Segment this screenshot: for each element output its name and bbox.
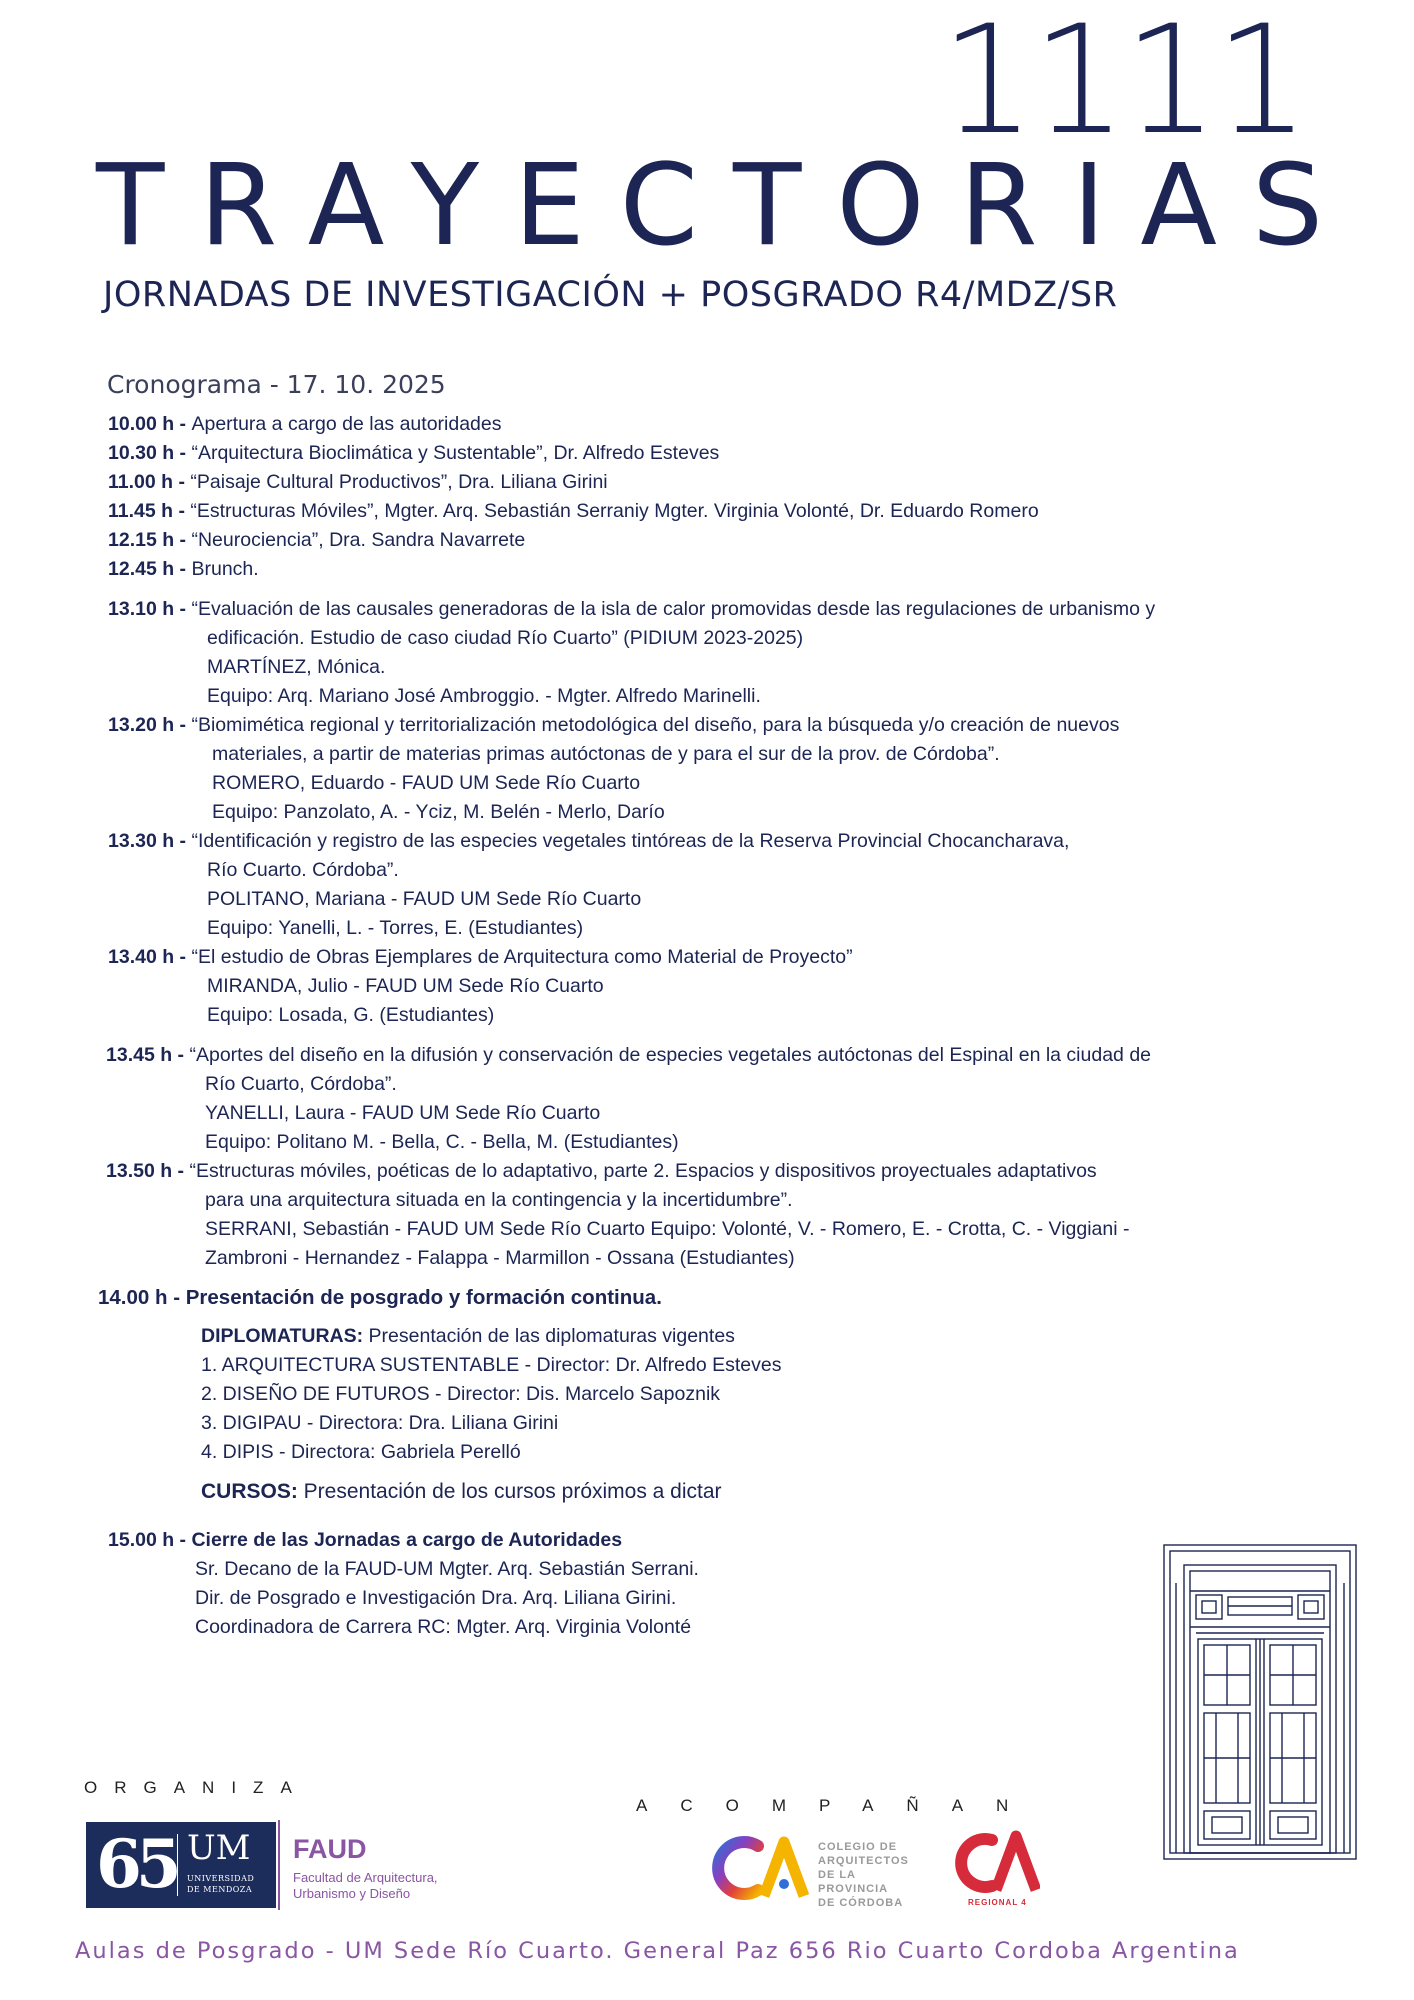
talk-1500 [108, 1529, 622, 1552]
talk-title: “Evaluación de las causales generadoras de la isla de calor promovidas desde las regulaciones de urbanismo y [191, 598, 1156, 620]
um-logo [86, 1822, 276, 1908]
hero-title: TRAYECTORIAS [96, 141, 1359, 271]
talk-1310-team: Equipo: Arq. Mariano José Ambroggio. - Mgter. Alfredo Marinelli. [207, 685, 761, 707]
talk-1310-line1 [108, 598, 1155, 621]
hero-subtitle: JORNADAS DE INVESTIGACIÓN + POSGRADO R4/MDZ/SR [103, 275, 1118, 315]
talk-1340-author: MIRANDA, Julio - FAUD UM Sede Río Cuarto [207, 975, 604, 997]
cursos-line [201, 1480, 722, 1504]
talk-1320-team: Equipo: Panzolato, A. - Yciz, M. Belén - Merlo, Darío [212, 801, 665, 823]
cursos-label: CURSOS: [201, 1480, 298, 1503]
talk-1350-team: Zambroni - Hernandez - Falappa - Marmillon - Ossana (Estudiantes) [205, 1247, 795, 1269]
regional-ca-mark-icon [950, 1830, 1040, 1894]
um-logo-line1: UNIVERSIDAD [187, 1874, 255, 1883]
schedule-item [108, 442, 719, 465]
talk-1350-author: SERRANI, Sebastián - FAUD UM Sede Río Cuarto Equipo: Volonté, V. - Romero, E. - Crotta, C. - Viggiani - [205, 1218, 1130, 1240]
talk-time: 13.50 h - [106, 1160, 190, 1182]
schedule-heading: Cronograma - 17. 10. 2025 [107, 370, 446, 399]
talk-1330-line1 [108, 830, 1069, 853]
schedule-time: 10.30 h - [108, 442, 192, 464]
talk-time: 15.00 h - [108, 1529, 192, 1551]
diplomatura-item: 3. DIGIPAU - Directora: Dra. Liliana Girini [201, 1412, 559, 1434]
organiza-label: ORGANIZA [84, 1778, 309, 1797]
door-illustration [1162, 1543, 1358, 1861]
talk-1345-author: YANELLI, Laura - FAUD UM Sede Río Cuarto [205, 1102, 601, 1124]
diplomaturas-text: Presentación de las diplomaturas vigentes [363, 1325, 735, 1347]
talk-1345-line1 [106, 1044, 1151, 1067]
diplomatura-item: 1. ARQUITECTURA SUSTENTABLE - Director: Dr. Alfredo Esteves [201, 1354, 782, 1376]
talk-1330-author: POLITANO, Mariana - FAUD UM Sede Río Cuarto [207, 888, 642, 910]
schedule-item [108, 471, 608, 494]
faud-logo-line1: Facultad de Arquitectura, [293, 1870, 438, 1885]
regional-4-logo [950, 1830, 1040, 1914]
schedule-text: Brunch. [191, 558, 259, 580]
acompanan-label: ACOMPAÑAN [636, 1796, 1042, 1815]
talk-title: “Estructuras móviles, poéticas de lo adaptativo, parte 2. Espacios y dispositivos proyectuales adaptativos [189, 1160, 1097, 1182]
regional-logo-label: REGIONAL 4 [968, 1898, 1027, 1907]
schedule-item [108, 500, 1039, 523]
schedule-time: 11.00 h - [108, 471, 191, 493]
closing-authority: Sr. Decano de la FAUD-UM Mgter. Arq. Sebastián Serrani. [195, 1558, 699, 1580]
talk-time: 13.20 h - [108, 714, 192, 736]
talk-title: Cierre de las Jornadas a cargo de Autoridades [191, 1529, 623, 1551]
talk-title: “Identificación y registro de las especies vegetales tintóreas de la Reserva Provincial Chocancharava, [191, 830, 1070, 852]
talk-1320-line2: materiales, a partir de materias primas autóctonas de y para el sur de la prov. de Córdoba”. [212, 743, 1000, 765]
talk-1340-team: Equipo: Losada, G. (Estudiantes) [207, 1004, 495, 1026]
schedule-time: 10.00 h - [108, 413, 192, 435]
colegio-logo-line3: DE LA PROVINCIA [818, 1869, 889, 1895]
talk-1350-line1 [106, 1160, 1097, 1183]
talk-1320-line1 [108, 714, 1119, 737]
talk-1340-line1 [108, 946, 853, 969]
talk-time: 13.45 h - [106, 1044, 190, 1066]
talk-time: 13.40 h - [108, 946, 192, 968]
faud-logo-line2: Urbanismo y Diseño [293, 1886, 411, 1901]
talk-1330-line2: Río Cuarto. Córdoba”. [207, 859, 399, 881]
schedule-time: 12.15 h - [108, 529, 192, 551]
talk-title: Presentación de posgrado y formación continua. [185, 1286, 662, 1309]
schedule-text: “Estructuras Móviles”, Mgter. Arq. Sebastián Serraniy Mgter. Virginia Volonté, Dr. Eduardo Romero [190, 500, 1039, 522]
talk-1310-author: MARTÍNEZ, Mónica. [207, 656, 386, 678]
schedule-text: “Paisaje Cultural Productivos”, Dra. Liliana Girini [190, 471, 608, 493]
talk-1345-line2: Río Cuarto, Córdoba”. [205, 1073, 397, 1095]
colegio-logo-line2: ARQUITECTOS [818, 1855, 909, 1867]
talk-1330-team: Equipo: Yanelli, L. - Torres, E. (Estudiantes) [207, 917, 584, 939]
schedule-text: “Neurociencia”, Dra. Sandra Navarrete [191, 529, 526, 551]
um-logo-line2: DE MENDOZA [187, 1885, 253, 1894]
talk-time: 13.30 h - [108, 830, 192, 852]
diplomaturas-heading [201, 1325, 735, 1348]
schedule-time: 12.45 h - [108, 558, 192, 580]
talk-1400 [98, 1286, 662, 1310]
colegio-logo-line1: COLEGIO DE [818, 1841, 898, 1853]
hero-number: 1111 [940, 0, 1306, 168]
talk-title: “El estudio de Obras Ejemplares de Arquitectura como Material de Proyecto” [191, 946, 853, 968]
talk-1320-author: ROMERO, Eduardo - FAUD UM Sede Río Cuarto [212, 772, 641, 794]
schedule-item [108, 413, 502, 436]
cursos-text: Presentación de los cursos próximos a dictar [297, 1480, 722, 1503]
um-logo-number: 65 [96, 1825, 176, 1903]
closing-authority: Coordinadora de Carrera RC: Mgter. Arq. Virginia Volonté [195, 1616, 692, 1638]
talk-1310-line2: edificación. Estudio de caso ciudad Río Cuarto” (PIDIUM 2023-2025) [207, 627, 804, 649]
schedule-time: 11.45 h - [108, 500, 191, 522]
um-logo-initials: UM [187, 1828, 251, 1868]
talk-time: 14.00 h - [98, 1286, 186, 1309]
talk-time: 13.10 h - [108, 598, 192, 620]
diplomatura-item: 4. DIPIS - Directora: Gabriela Perelló [201, 1441, 521, 1463]
diplomaturas-label: DIPLOMATURAS: [201, 1325, 364, 1347]
faud-logo-title: FAUD [293, 1834, 367, 1864]
talk-title: “Aportes del diseño en la difusión y conservación de especies vegetales autóctonas del Espinal en la ciudad de [189, 1044, 1152, 1066]
diplomatura-item: 2. DISEÑO DE FUTUROS - Director: Dis. Marcelo Sapoznik [201, 1383, 721, 1405]
talk-1350-line2: para una arquitectura situada en la contingencia y la incertidumbre”. [205, 1189, 793, 1211]
faud-logo [278, 1820, 478, 1910]
schedule-text: “Arquitectura Bioclimática y Sustentable”, Dr. Alfredo Esteves [191, 442, 720, 464]
talk-title: “Biomimética regional y territorialización metodológica del diseño, para la búsqueda y/o creación de nuevos [191, 714, 1120, 736]
colegio-ca-mark-icon [706, 1832, 810, 1904]
schedule-text: Apertura a cargo de las autoridades [191, 413, 502, 435]
colegio-logo-line4: DE CÓRDOBA [818, 1897, 904, 1909]
schedule-item [108, 529, 525, 552]
closing-authority: Dir. de Posgrado e Investigación Dra. Arq. Liliana Girini. [195, 1587, 677, 1609]
footer-address: Aulas de Posgrado - UM Sede Río Cuarto. General Paz 656 Rio Cuarto Cordoba Argentina [75, 1938, 1240, 1964]
talk-1345-team: Equipo: Politano M. - Bella, C. - Bella, M. (Estudiantes) [205, 1131, 679, 1153]
schedule-item [108, 558, 259, 581]
colegio-arquitectos-logo [706, 1832, 916, 1909]
